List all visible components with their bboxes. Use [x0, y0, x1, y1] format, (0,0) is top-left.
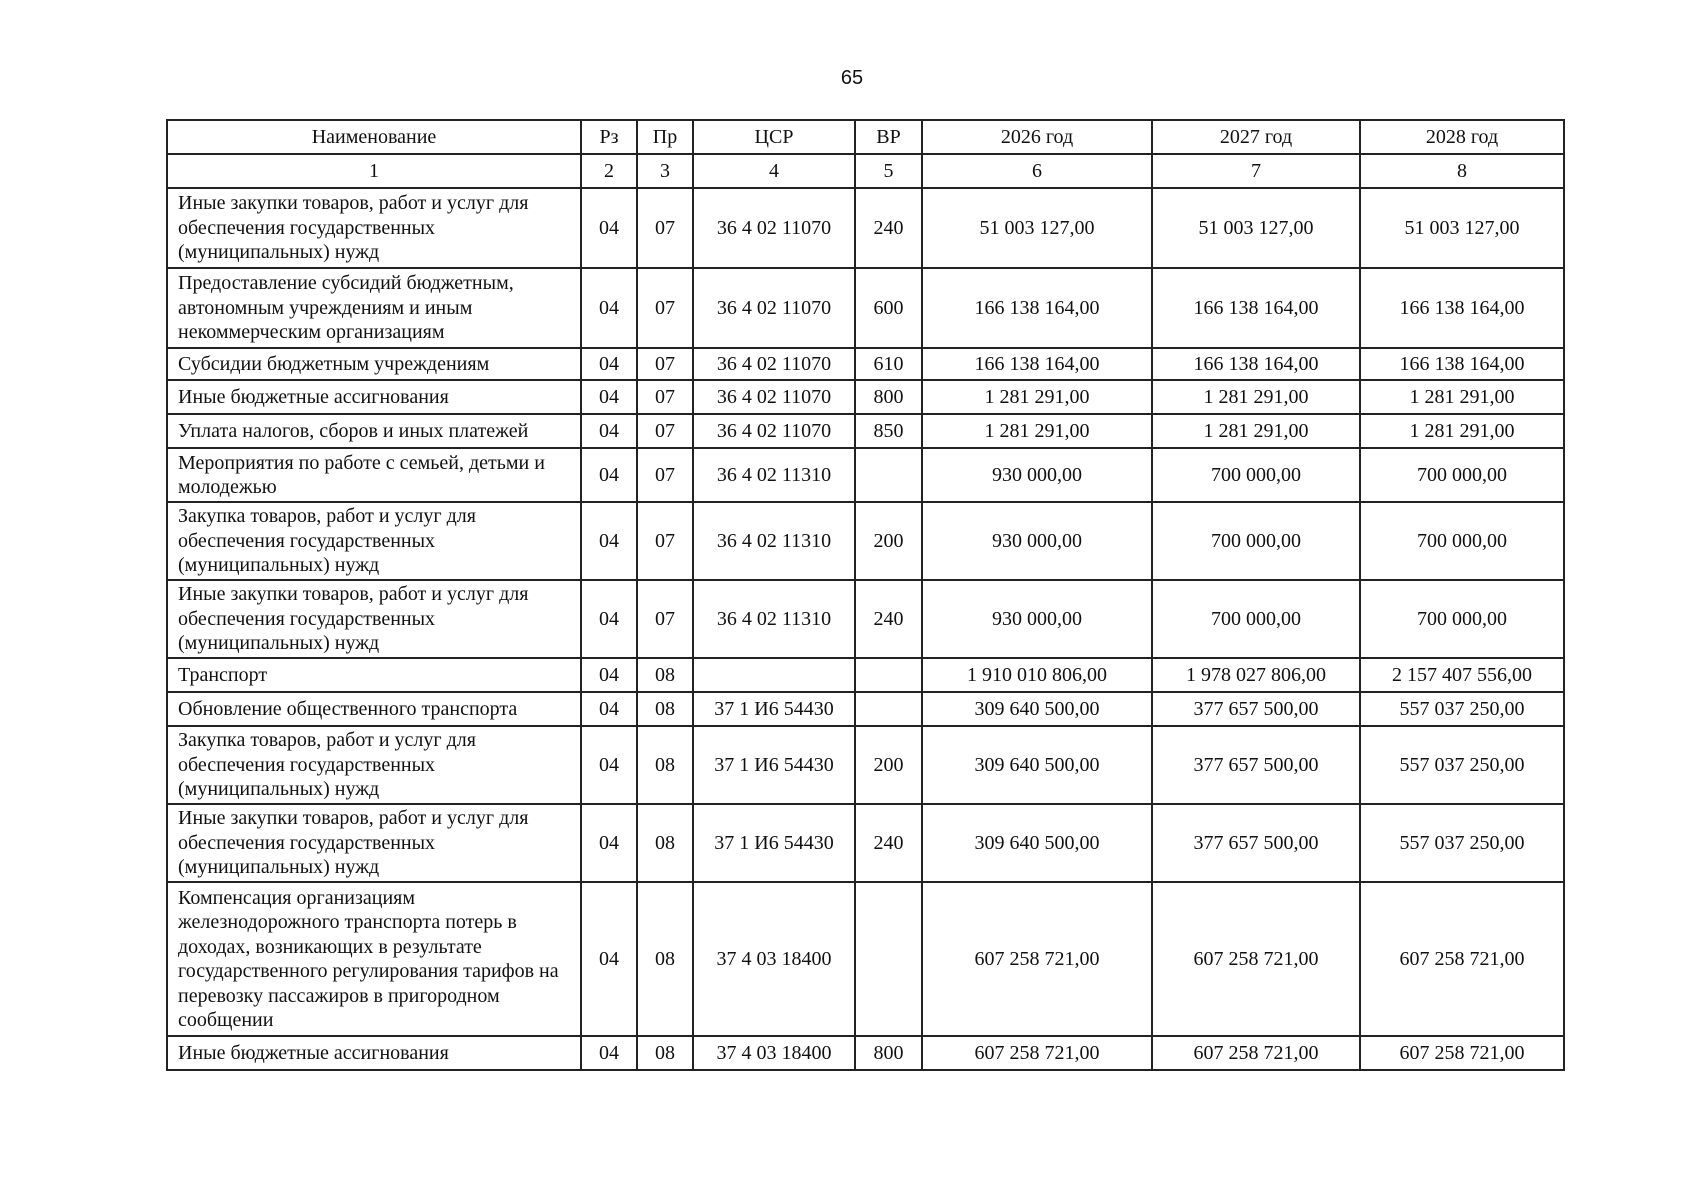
row-name: Транспорт — [167, 658, 581, 692]
column-number-row — [167, 154, 1564, 188]
row-csr: 37 1 И6 54430 — [693, 804, 855, 882]
row-vr: 200 — [855, 502, 922, 580]
header-vr: ВР — [855, 120, 922, 154]
row-csr: 36 4 02 11070 — [693, 348, 855, 380]
row-pr: 08 — [637, 882, 693, 1036]
row-rz: 04 — [581, 268, 637, 348]
column-number: 3 — [637, 154, 693, 188]
row-2028: 2 157 407 556,00 — [1360, 658, 1564, 692]
table-row — [167, 692, 1564, 726]
row-vr — [855, 882, 922, 1036]
column-number: 1 — [167, 154, 581, 188]
row-name: Уплата налогов, сборов и иных платежей — [167, 414, 581, 448]
row-2027: 700 000,00 — [1152, 502, 1360, 580]
row-name: Иные закупки товаров, работ и услуг для обеспечения государственных (муниципальных) нужд — [167, 188, 581, 268]
row-name: Обновление общественного транспорта — [167, 692, 581, 726]
row-name: Закупка товаров, работ и услуг для обеспечения государственных (муниципальных) нужд — [167, 502, 581, 580]
row-name: Мероприятия по работе с семьей, детьми и молодежью — [167, 448, 581, 502]
row-vr: 800 — [855, 380, 922, 414]
row-2026: 309 640 500,00 — [922, 726, 1152, 804]
row-pr: 07 — [637, 448, 693, 502]
row-vr — [855, 658, 922, 692]
row-pr: 07 — [637, 268, 693, 348]
table-row — [167, 804, 1564, 882]
row-pr: 07 — [637, 380, 693, 414]
row-csr: 36 4 02 11070 — [693, 414, 855, 448]
row-pr: 07 — [637, 348, 693, 380]
row-csr: 37 1 И6 54430 — [693, 726, 855, 804]
page-number: 65 — [840, 67, 864, 89]
row-2026: 930 000,00 — [922, 580, 1152, 658]
table-row — [167, 658, 1564, 692]
row-2027: 607 258 721,00 — [1152, 882, 1360, 1036]
row-name: Иные бюджетные ассигнования — [167, 380, 581, 414]
row-pr: 07 — [637, 502, 693, 580]
header-csr: ЦСР — [693, 120, 855, 154]
row-vr — [855, 448, 922, 502]
row-name: Закупка товаров, работ и услуг для обеспечения государственных (муниципальных) нужд — [167, 726, 581, 804]
row-name: Иные бюджетные ассигнования — [167, 1036, 581, 1070]
table-row — [167, 268, 1564, 348]
header-2027: 2027 год — [1152, 120, 1360, 154]
row-pr: 08 — [637, 726, 693, 804]
row-2028: 700 000,00 — [1360, 448, 1564, 502]
row-2028: 700 000,00 — [1360, 502, 1564, 580]
row-rz: 04 — [581, 804, 637, 882]
row-2026: 166 138 164,00 — [922, 268, 1152, 348]
header-pr: Пр — [637, 120, 693, 154]
row-2026: 607 258 721,00 — [922, 882, 1152, 1036]
header-2026: 2026 год — [922, 120, 1152, 154]
row-vr: 200 — [855, 726, 922, 804]
row-rz: 04 — [581, 380, 637, 414]
row-vr: 240 — [855, 804, 922, 882]
row-rz: 04 — [581, 658, 637, 692]
table-row — [167, 726, 1564, 804]
row-2026: 1 910 010 806,00 — [922, 658, 1152, 692]
column-number: 4 — [693, 154, 855, 188]
row-2026: 309 640 500,00 — [922, 804, 1152, 882]
row-2027: 166 138 164,00 — [1152, 348, 1360, 380]
row-rz: 04 — [581, 188, 637, 268]
row-pr: 08 — [637, 1036, 693, 1070]
row-pr: 08 — [637, 658, 693, 692]
row-2026: 309 640 500,00 — [922, 692, 1152, 726]
row-2026: 930 000,00 — [922, 448, 1152, 502]
header-row — [167, 120, 1564, 154]
budget-table — [166, 119, 1565, 1071]
row-2027: 377 657 500,00 — [1152, 692, 1360, 726]
row-2027: 51 003 127,00 — [1152, 188, 1360, 268]
table-row — [167, 348, 1564, 380]
row-name: Субсидии бюджетным учреждениям — [167, 348, 581, 380]
row-2027: 607 258 721,00 — [1152, 1036, 1360, 1070]
row-pr: 07 — [637, 414, 693, 448]
row-pr: 07 — [637, 188, 693, 268]
row-name: Иные закупки товаров, работ и услуг для обеспечения государственных (муниципальных) нужд — [167, 580, 581, 658]
row-2028: 557 037 250,00 — [1360, 692, 1564, 726]
row-2027: 1 978 027 806,00 — [1152, 658, 1360, 692]
row-vr: 610 — [855, 348, 922, 380]
row-vr: 600 — [855, 268, 922, 348]
row-csr: 36 4 02 11070 — [693, 268, 855, 348]
row-rz: 04 — [581, 502, 637, 580]
row-2027: 1 281 291,00 — [1152, 414, 1360, 448]
row-2027: 1 281 291,00 — [1152, 380, 1360, 414]
row-2026: 930 000,00 — [922, 502, 1152, 580]
row-rz: 04 — [581, 1036, 637, 1070]
table-row — [167, 580, 1564, 658]
column-number: 6 — [922, 154, 1152, 188]
column-number: 8 — [1360, 154, 1564, 188]
row-2027: 377 657 500,00 — [1152, 804, 1360, 882]
row-2027: 377 657 500,00 — [1152, 726, 1360, 804]
row-csr: 37 4 03 18400 — [693, 882, 855, 1036]
row-csr: 36 4 02 11310 — [693, 580, 855, 658]
row-vr: 240 — [855, 188, 922, 268]
row-rz: 04 — [581, 726, 637, 804]
row-name: Компенсация организациям железнодорожного транспорта потерь в доходах, возникающих в результате государственного регулирования тарифов на перевозку пассажиров в пригородном сообщении — [167, 882, 581, 1036]
table-row — [167, 1036, 1564, 1070]
row-2028: 607 258 721,00 — [1360, 882, 1564, 1036]
row-csr: 36 4 02 11070 — [693, 380, 855, 414]
row-2028: 51 003 127,00 — [1360, 188, 1564, 268]
row-csr: 36 4 02 11310 — [693, 502, 855, 580]
row-rz: 04 — [581, 348, 637, 380]
header-name: Наименование — [167, 120, 581, 154]
row-vr: 850 — [855, 414, 922, 448]
row-2028: 607 258 721,00 — [1360, 1036, 1564, 1070]
row-2028: 166 138 164,00 — [1360, 268, 1564, 348]
row-2028: 1 281 291,00 — [1360, 380, 1564, 414]
row-vr: 240 — [855, 580, 922, 658]
row-2028: 557 037 250,00 — [1360, 726, 1564, 804]
row-csr: 36 4 02 11070 — [693, 188, 855, 268]
row-csr: 36 4 02 11310 — [693, 448, 855, 502]
row-2028: 700 000,00 — [1360, 580, 1564, 658]
row-2026: 1 281 291,00 — [922, 414, 1152, 448]
row-rz: 04 — [581, 692, 637, 726]
row-pr: 08 — [637, 692, 693, 726]
column-number: 5 — [855, 154, 922, 188]
row-name: Предоставление субсидий бюджетным, автономным учреждениям и иным некоммерческим организациям — [167, 268, 581, 348]
row-2028: 1 281 291,00 — [1360, 414, 1564, 448]
column-number: 7 — [1152, 154, 1360, 188]
table-row — [167, 502, 1564, 580]
header-rz: Рз — [581, 120, 637, 154]
row-2026: 607 258 721,00 — [922, 1036, 1152, 1070]
row-2027: 700 000,00 — [1152, 580, 1360, 658]
row-name: Иные закупки товаров, работ и услуг для обеспечения государственных (муниципальных) нужд — [167, 804, 581, 882]
row-rz: 04 — [581, 882, 637, 1036]
row-2027: 166 138 164,00 — [1152, 268, 1360, 348]
row-csr — [693, 658, 855, 692]
row-2027: 700 000,00 — [1152, 448, 1360, 502]
row-2028: 166 138 164,00 — [1360, 348, 1564, 380]
row-rz: 04 — [581, 448, 637, 502]
row-vr: 800 — [855, 1036, 922, 1070]
row-vr — [855, 692, 922, 726]
row-2026: 166 138 164,00 — [922, 348, 1152, 380]
row-pr: 07 — [637, 580, 693, 658]
row-pr: 08 — [637, 804, 693, 882]
table-row — [167, 882, 1564, 1036]
table-row — [167, 188, 1564, 268]
table-row — [167, 414, 1564, 448]
row-2028: 557 037 250,00 — [1360, 804, 1564, 882]
table-row — [167, 380, 1564, 414]
row-rz: 04 — [581, 414, 637, 448]
header-2028: 2028 год — [1360, 120, 1564, 154]
row-2026: 51 003 127,00 — [922, 188, 1152, 268]
row-csr: 37 4 03 18400 — [693, 1036, 855, 1070]
row-csr: 37 1 И6 54430 — [693, 692, 855, 726]
column-number: 2 — [581, 154, 637, 188]
row-2026: 1 281 291,00 — [922, 380, 1152, 414]
row-rz: 04 — [581, 580, 637, 658]
table-row — [167, 448, 1564, 502]
